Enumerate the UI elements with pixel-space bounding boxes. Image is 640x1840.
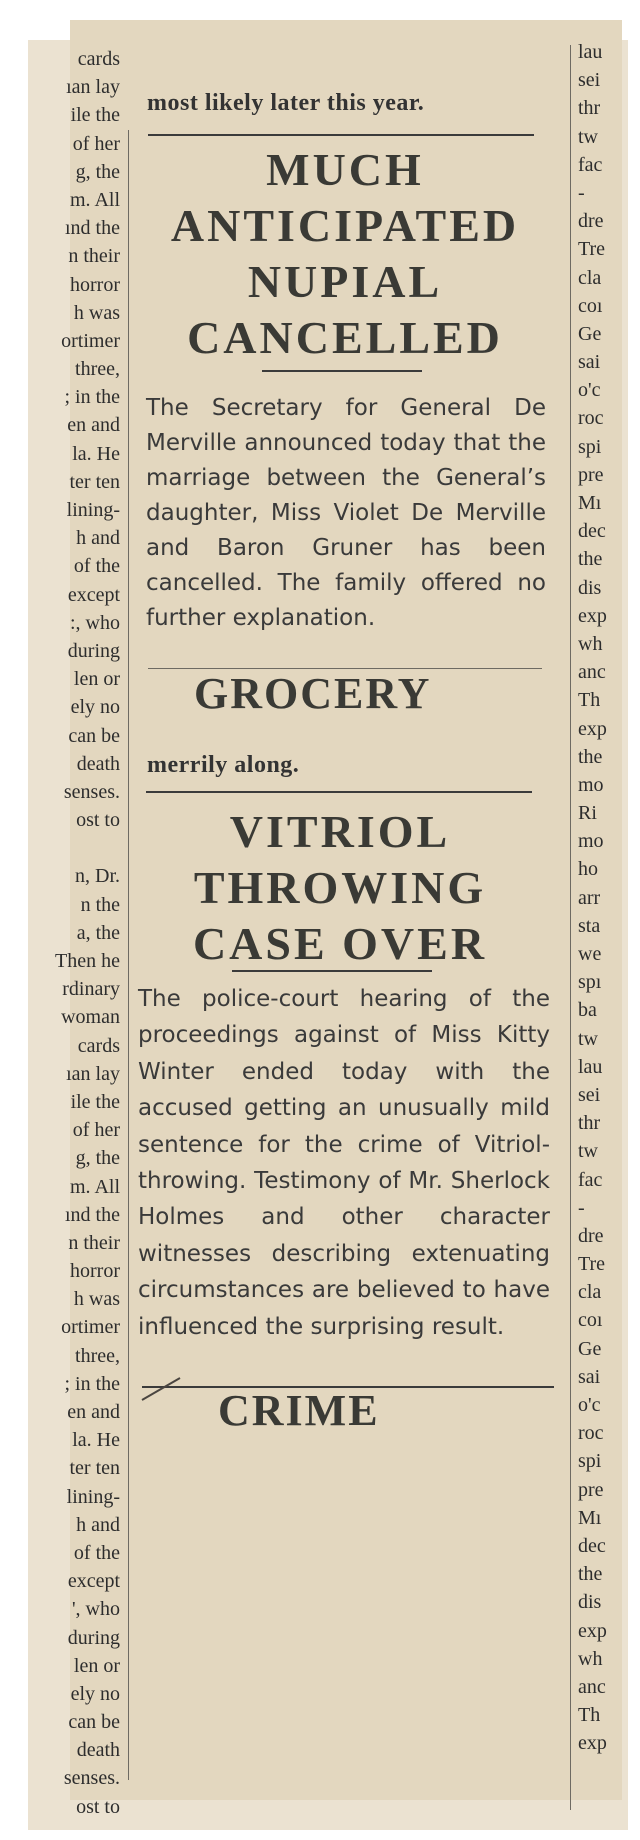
- right-column-line: Mı: [578, 1506, 602, 1529]
- left-column-rule: [128, 130, 129, 1780]
- article-nupial-body: [146, 391, 546, 636]
- left-column-line: g, the: [75, 1147, 120, 1170]
- right-column-line: anc: [578, 661, 606, 684]
- lead-in-text: most likely later this year.: [147, 90, 425, 116]
- right-column-line: pre: [578, 463, 604, 486]
- left-column-line: of the: [73, 555, 120, 578]
- left-column-line: n the: [80, 893, 120, 916]
- right-column-line: mo: [578, 830, 604, 853]
- left-column-line: len or: [73, 668, 120, 691]
- left-column-line: senses.: [63, 780, 120, 803]
- left-column-line: cards: [77, 48, 120, 70]
- right-column-line: the: [578, 745, 603, 768]
- left-column-line: three,: [75, 1344, 120, 1367]
- article-nupial: [135, 90, 555, 117]
- right-column-line: Mı: [578, 492, 602, 514]
- left-column-line: ost to: [76, 1795, 120, 1818]
- right-column-line: tw: [578, 125, 598, 148]
- right-column-line: mo: [578, 773, 604, 796]
- left-column-line: ile the: [70, 1090, 120, 1113]
- right-column-line: arr: [578, 886, 601, 909]
- right-column-line: tw: [578, 1140, 598, 1163]
- left-column-line: en and: [67, 1401, 120, 1423]
- right-column-rule: [570, 45, 571, 1810]
- lead-in-text: merrily along.: [147, 752, 300, 778]
- left-column-line: ortimer: [61, 329, 120, 352]
- right-column-line: wh: [578, 632, 603, 655]
- left-column-line: ıan lay: [66, 1062, 120, 1085]
- headline-line: VITRIOL: [229, 806, 451, 857]
- headline-line: NUPIAL: [247, 256, 443, 307]
- left-column-line: n their: [68, 245, 120, 268]
- right-column-line: Th: [578, 689, 601, 712]
- left-column-line: woman: [61, 1006, 120, 1029]
- left-column-line: ınd the: [65, 1203, 120, 1226]
- left-column-line: cards: [77, 1034, 120, 1057]
- right-column-line: thr: [578, 97, 601, 120]
- left-column-line: ortimer: [61, 1316, 120, 1339]
- headline-line: MUCH: [266, 144, 424, 195]
- left-column-line: horror: [70, 273, 120, 296]
- divider: [148, 134, 534, 136]
- left-column-line: lining-: [66, 1485, 120, 1508]
- left-column-line: ely no: [70, 696, 120, 719]
- headline-nupial: [135, 142, 555, 366]
- left-column-line: ely no: [70, 1682, 120, 1705]
- headline-line: ANTICIPATED: [170, 200, 520, 251]
- right-column-line: Tre: [578, 238, 606, 261]
- left-column-line: rdinary: [62, 978, 120, 1001]
- section-title: GROCERY: [194, 669, 432, 718]
- right-column-line: fac: [578, 153, 603, 176]
- article-vitriol-body: [138, 981, 550, 1345]
- right-column-line: -: [578, 181, 585, 204]
- left-column-line: three,: [75, 358, 120, 381]
- right-column-line: Ri: [578, 802, 597, 825]
- divider: [146, 791, 532, 793]
- right-column-line: dre: [578, 210, 604, 233]
- right-column-line: Ge: [578, 1337, 602, 1360]
- right-column-line: coı: [578, 294, 603, 317]
- right-column-line: dis: [578, 576, 602, 599]
- left-column-line: except: [67, 1570, 120, 1593]
- right-column-line: roc: [578, 1422, 604, 1445]
- headline-line: CANCELLED: [187, 312, 503, 363]
- right-column-line: ba: [578, 999, 597, 1022]
- right-column-line: thr: [578, 1112, 601, 1135]
- article-body: The police-court hearing of the proceedings against of Miss Kitty Winter ended today with the accused getting an unusually mild sentence for the crime of Vitriol-throwing. Testimony of Mr. Sherlock Holmes and other character witnesses describing extenuating circumstances are believed to have influenced the surprising result.: [138, 986, 550, 1340]
- left-column-line: m. All: [69, 1175, 120, 1198]
- headline-underline: [232, 970, 432, 972]
- left-column-line: ost to: [76, 809, 120, 832]
- left-column-line: g, the: [75, 160, 120, 183]
- right-column-line: lau: [578, 1055, 603, 1078]
- right-column-line: we: [578, 943, 602, 965]
- left-column-line: h was: [73, 301, 120, 324]
- right-column-line: ho: [578, 858, 598, 881]
- left-column-line: m. All: [69, 188, 120, 211]
- section-crime: [218, 1385, 638, 1436]
- right-column-line: fac: [578, 1168, 603, 1191]
- left-column-line: of the: [73, 1541, 120, 1564]
- headline-vitriol: [130, 804, 550, 972]
- left-column-line: n, Dr.: [75, 865, 120, 888]
- left-column-line: ', who: [71, 1598, 120, 1621]
- left-column-line: la. He: [72, 442, 120, 465]
- right-column-line: the: [578, 1563, 603, 1586]
- right-column-line: Tre: [578, 1253, 606, 1276]
- right-column-line: wh: [578, 1647, 603, 1670]
- right-column-line: sai: [578, 351, 601, 374]
- right-column-line: dec: [578, 1534, 606, 1557]
- right-column-line: Ge: [578, 322, 602, 345]
- left-column-line: h and: [76, 1513, 120, 1536]
- right-column-line: cla: [578, 266, 602, 289]
- article-body: The Secretary for General De Merville announced today that the marriage between the General’s daughter, Miss Violet De Merville and Baron Gruner has been cancelled. The family offered no further explanation.: [146, 395, 546, 631]
- right-column-line: cla: [578, 1281, 602, 1304]
- left-column-line: senses.: [63, 1767, 120, 1790]
- left-column-line: h and: [76, 527, 120, 550]
- left-column-line: death: [76, 752, 120, 775]
- right-column-line: sei: [578, 69, 601, 92]
- right-column-line: exp: [578, 604, 607, 627]
- pen-mark: [140, 1374, 184, 1404]
- left-column-line: except: [67, 583, 120, 606]
- right-column-line: spı: [578, 971, 602, 994]
- left-column-line: :, who: [70, 611, 120, 634]
- left-column-line: ınd the: [65, 217, 120, 240]
- right-column-line: exp: [578, 1732, 607, 1755]
- left-column-line: ter ten: [69, 470, 120, 493]
- right-column-line: pre: [578, 1478, 604, 1501]
- left-column-line: lining-: [66, 499, 120, 521]
- left-column-line: horror: [70, 1260, 120, 1283]
- headline-line: CASE OVER: [192, 918, 488, 969]
- right-column-line: Th: [578, 1704, 601, 1727]
- left-column-line: h was: [73, 1288, 120, 1311]
- section-grocery: [194, 668, 614, 719]
- left-column-line: of her: [72, 132, 120, 155]
- right-column-line: exp: [578, 717, 607, 740]
- left-column-line: death: [76, 1739, 120, 1762]
- right-column-line: coı: [578, 1309, 603, 1332]
- left-column-line: Then he: [55, 950, 120, 972]
- right-column-line: dre: [578, 1224, 604, 1247]
- right-column-line: anc: [578, 1675, 606, 1698]
- right-column-line: spi: [578, 435, 602, 458]
- article-vitriol: [135, 752, 555, 779]
- left-column-line: ıan lay: [66, 76, 120, 99]
- left-column-line: can be: [68, 724, 120, 747]
- left-column-text: [40, 45, 120, 1825]
- left-column-line: len or: [73, 1654, 120, 1677]
- right-column-line: lau: [578, 41, 603, 63]
- left-column-line: can be: [68, 1711, 120, 1734]
- right-column-line: sta: [578, 914, 601, 937]
- right-column-text: [578, 38, 626, 1808]
- headline-line: THROWING: [193, 862, 487, 913]
- right-column-line: tw: [578, 1027, 598, 1050]
- left-column-line: during: [67, 1626, 120, 1649]
- section-title: CRIME: [218, 1386, 380, 1435]
- right-column-line: o'c: [578, 379, 601, 402]
- left-column-line: ; in the: [64, 386, 120, 409]
- left-column-line: la. He: [72, 1429, 120, 1452]
- right-column-line: o'c: [578, 1394, 601, 1416]
- headline-underline: [262, 370, 422, 372]
- right-column-line: -: [578, 1196, 585, 1219]
- right-column-line: exp: [578, 1619, 607, 1642]
- left-column-line: n their: [68, 1231, 120, 1254]
- left-column-line: of her: [72, 1119, 120, 1142]
- right-column-line: dis: [578, 1591, 602, 1614]
- left-column-line: [40, 834, 120, 862]
- left-column-line: ; in the: [64, 1372, 120, 1395]
- right-column-line: sai: [578, 1365, 601, 1388]
- left-column-line: ter ten: [69, 1457, 120, 1480]
- right-column-line: dec: [578, 520, 606, 543]
- left-column-line: during: [67, 639, 120, 662]
- left-column-line: en and: [67, 414, 120, 437]
- right-column-line: roc: [578, 407, 604, 430]
- right-column-line: the: [578, 548, 603, 571]
- right-column-line: spi: [578, 1450, 602, 1473]
- left-column-line: a, the: [76, 921, 120, 944]
- right-column-line: sei: [578, 1083, 601, 1106]
- left-column-line: ile the: [70, 104, 120, 127]
